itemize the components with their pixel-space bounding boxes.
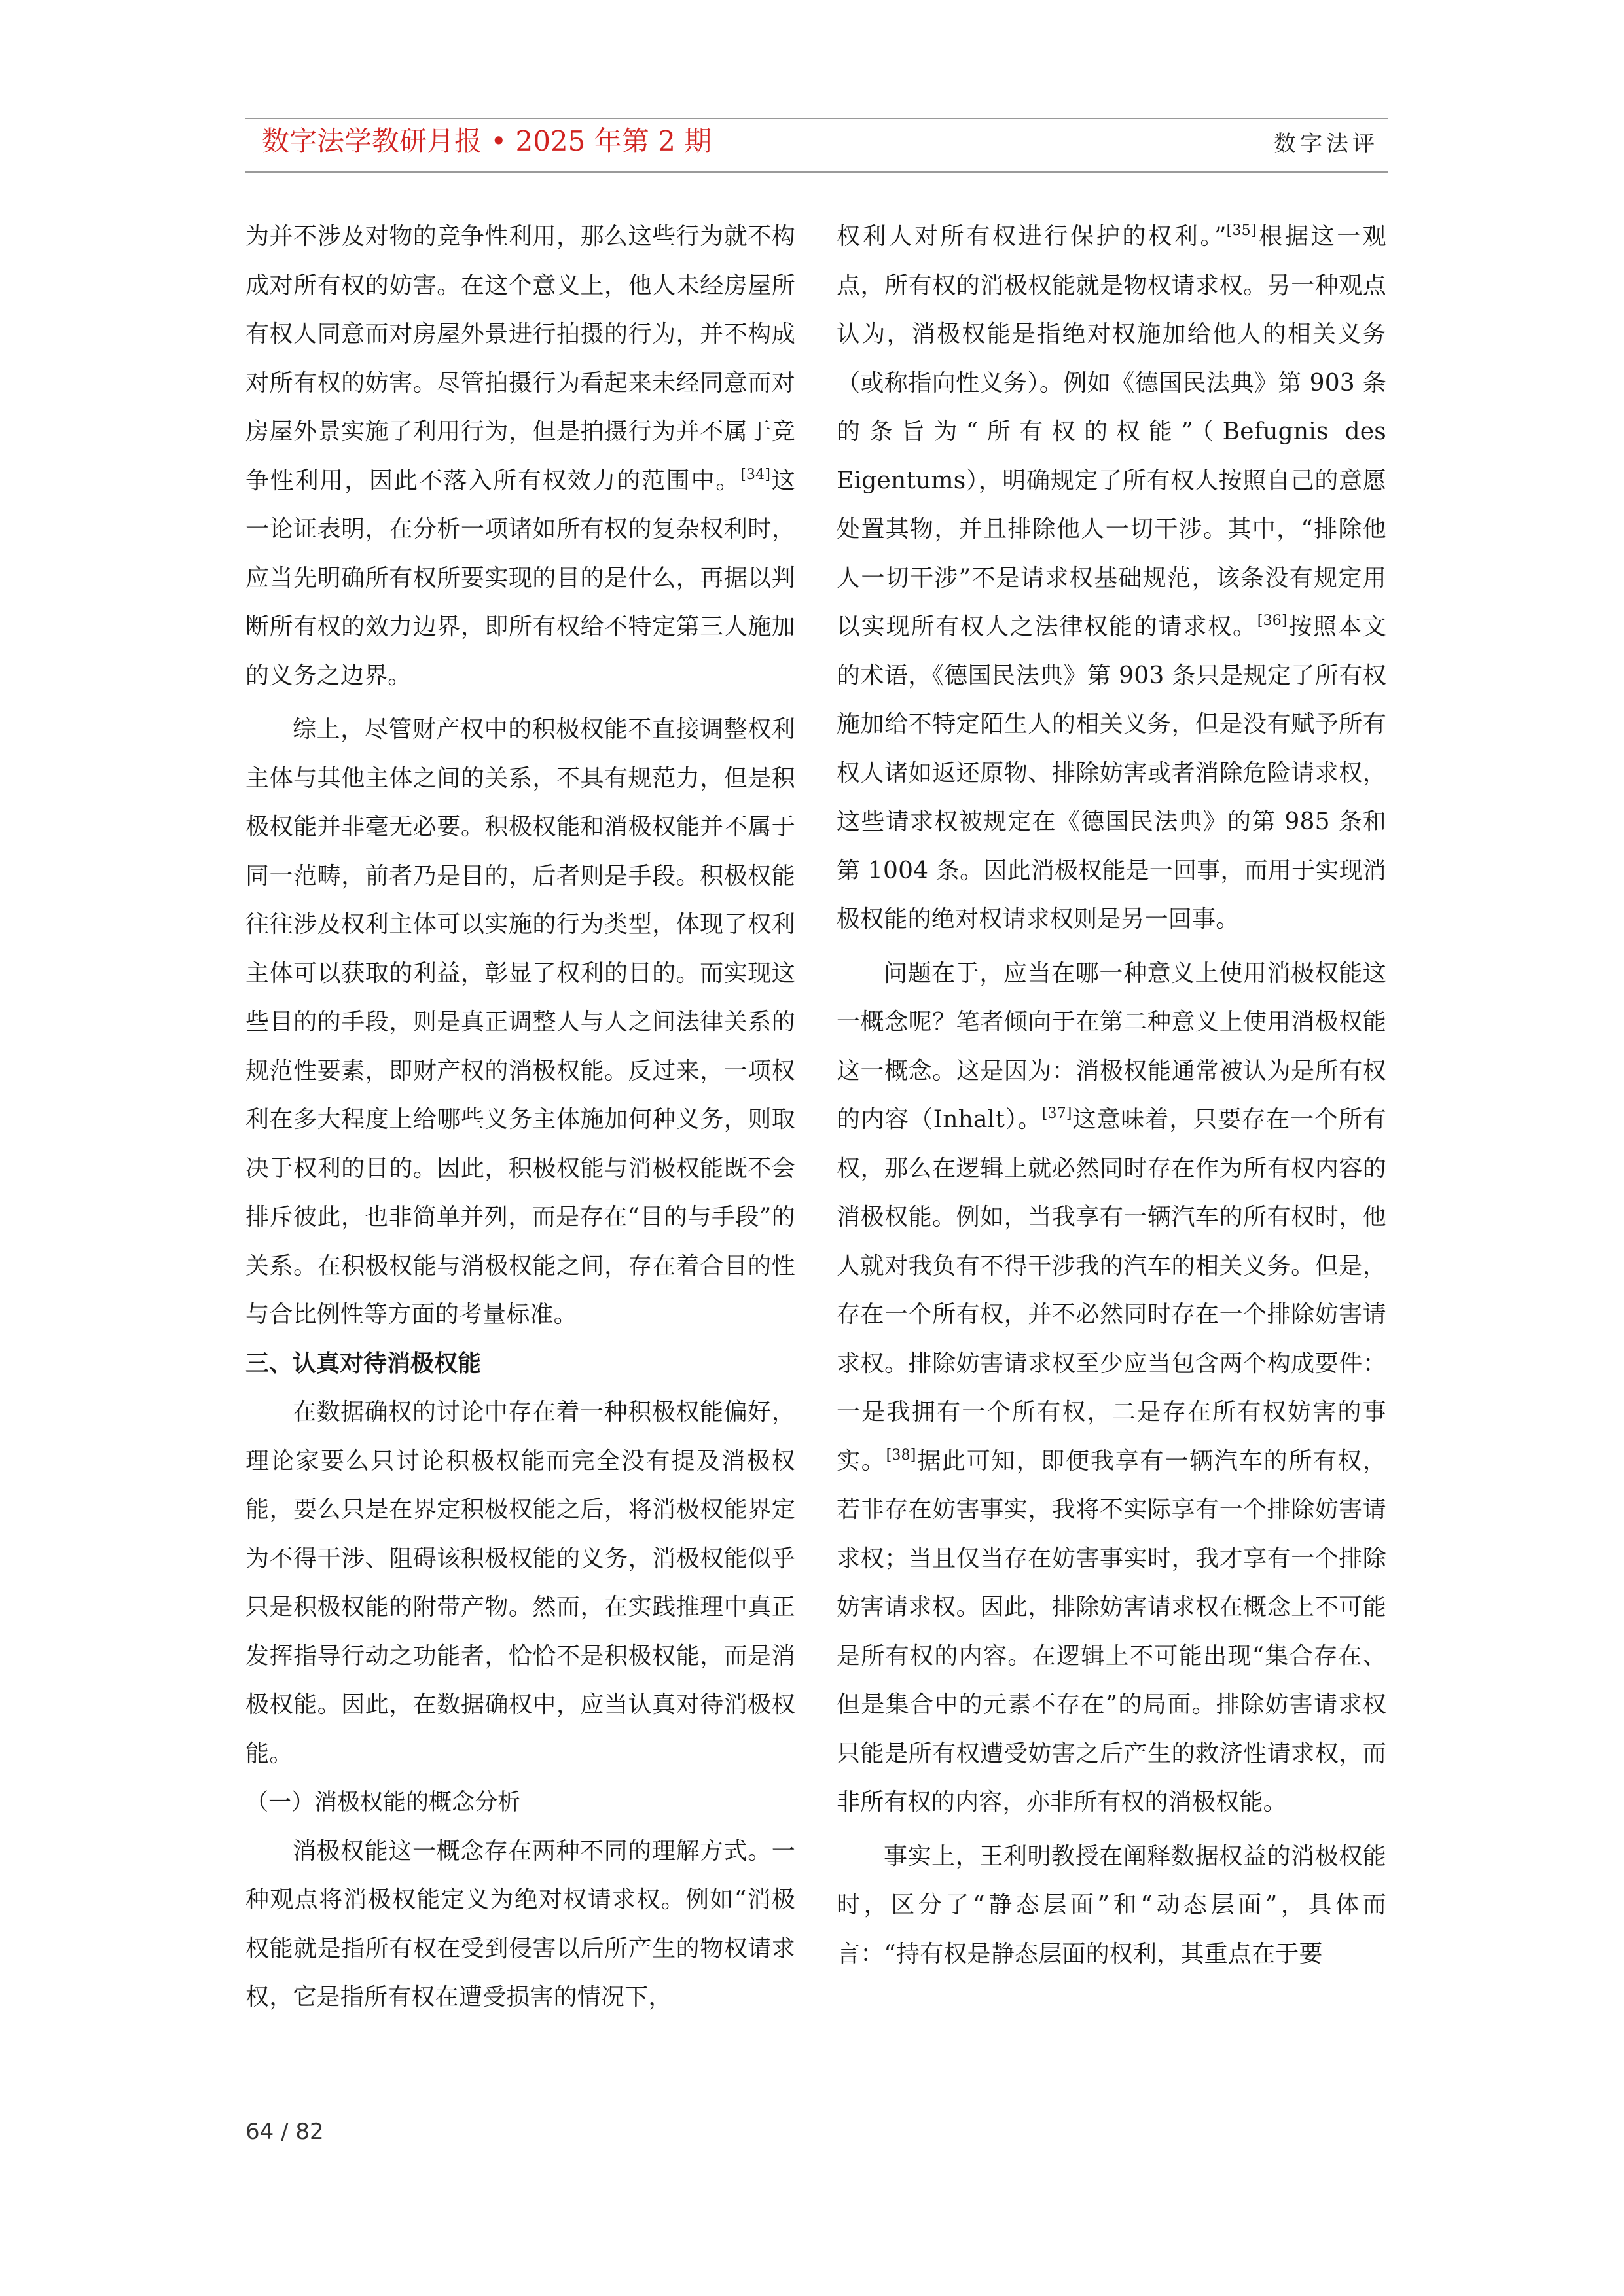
body-paragraph: 综上，尽管财产权中的积极权能不直接调整权利主体与其他主体之间的关系，不具有规范力，但是积极权能并非毫无必要。积极权能和消极权能并不属于同一范畴，前者乃是目的，后者则是手段。积极权能往往涉及权利主体可以实施的行为类型，体现了权利主体可以获取的利益，彰显了权利的目的。而实现这些目的的手段，则是真正调整人与人之间法律关系的规范性要素，即财产权的消极权能。反过来，一项权利在多大程度上给哪些义务主体施加何种义务，则取决于权利的目的。因此，积极权能与消极权能既不会排斥彼此，也非简单并列，而是存在“目的与手段”的关系。在积极权能与消极权能之间，存在着合目的性与合比例性等方面的考量标准。 bbox=[245, 716, 795, 1328]
journal-title: 数字法学教研月报 • 2025 年第 2 期 bbox=[262, 125, 712, 157]
body-paragraph: 为并不涉及对物的竞争性利用，那么这些行为就不构成对所有权的妨害。在这个意义上，他人未经房屋所有权人同意而对房屋外景进行拍摄的行为，并不构成对所有权的妨害。尽管拍摄行为看起来未经同意而对房屋外景实施了利用行为，但是拍摄行为并不属于竞争性利用，因此不落入所有权效力的范围中。[34]这一论证表明，在分析一项诸如所有权的复杂权利时，应当先明确所有权所要实现的目的是什么，再据以判断所有权的效力边界，即所有权给不特定第三人施加的义务之边界。 bbox=[245, 223, 795, 689]
header-bottom-rule bbox=[245, 171, 1388, 173]
section-heading: 三、认真对待消极权能 bbox=[245, 1350, 482, 1377]
footnote-ref[interactable]: [36] bbox=[1257, 613, 1288, 629]
footnote-ref[interactable]: [35] bbox=[1226, 223, 1257, 239]
body-paragraph: 消极权能这一概念存在两种不同的理解方式。一种观点将消极权能定义为绝对权请求权。例如“消极权能就是指所有权在受到侵害以后所产生的物权请求权，它是指所有权在遭受损害的情况下， bbox=[245, 1837, 795, 2011]
body-paragraph: 事实上，王利明教授在阐释数据权益的消极权能时，区分了“静态层面”和“动态层面”，具体而言：“持有权是静态层面的权利，其重点在于要 bbox=[837, 1842, 1386, 1967]
left-column bbox=[245, 213, 795, 2022]
section-name: 数字法评 bbox=[1274, 131, 1379, 157]
subsection-heading: （一）消极权能的概念分析 bbox=[245, 1789, 521, 1816]
footnote-ref[interactable]: [38] bbox=[886, 1446, 916, 1463]
body-paragraph: 问题在于，应当在哪一种意义上使用消极权能这一概念呢？笔者倾向于在第二种意义上使用消极权能这一概念。这是因为：消极权能通常被认为是所有权的内容（Inhalt）。[37]这意味着，只要存在一个所有权，那么在逻辑上就必然同时存在作为所有权内容的消极权能。例如，当我享有一辆汽车的所有权时，他人就对我负有不得干涉我的汽车的相关义务。但是，存在一个所有权，并不必然同时存在一个排除妨害请求权。排除妨害请求权至少应当包含两个构成要件：一是我拥有一个所有权，二是存在所有权妨害的事实。[38]据此可知，即便我享有一辆汽车的所有权，若非存在妨害事实，我将不实际享有一个排除妨害请求权；当且仅当存在妨害事实时，我才享有一个排除妨害请求权。因此，排除妨害请求权在概念上不可能是所有权的内容。在逻辑上不可能出现“集合存在、但是集合中的元素不存在”的局面。排除妨害请求权只能是所有权遭受妨害之后产生的救济性请求权，而非所有权的内容，亦非所有权的消极权能。 bbox=[837, 960, 1386, 1816]
footnote-ref[interactable]: [34] bbox=[740, 466, 771, 483]
body-paragraph: 权利人对所有权进行保护的权利。”[35]根据这一观点，所有权的消极权能就是物权请求权。另一种观点认为，消极权能是指绝对权施加给他人的相关义务（或称指向性义务）。例如《德国民法典》第 903 条的条旨为“所有权的权能”（Befugnis des Eigentums），明确规定了所有权人按照自己的意愿处置其物，并且排除他人一切干涉。其中，“排除他人一切干涉”不是请求权基础规范，该条没有规定用以实现所有权人之法律权能的请求权。[36]按照本文的术语，《德国民法典》第 903 条只是规定了所有权施加给不特定陌生人的相关义务，但是没有赋予所有权人诸如返还原物、排除妨害或者消除危险请求权，这些请求权被规定在《德国民法典》的第 985 条和第 1004 条。因此消极权能是一回事，而用于实现消极权能的绝对权请求权则是另一回事。 bbox=[837, 223, 1386, 933]
footnote-ref[interactable]: [37] bbox=[1041, 1105, 1072, 1122]
page-number: 64 / 82 bbox=[245, 2119, 324, 2145]
right-column bbox=[837, 213, 1386, 1979]
body-paragraph: 在数据确权的讨论中存在着一种积极权能偏好，理论家要么只讨论积极权能而完全没有提及消极权能，要么只是在界定积极权能之后，将消极权能界定为不得干涉、阻碍该积极权能的义务，消极权能似乎只是积极权能的附带产物。然而，在实践推理中真正发挥指导行动之功能者，恰恰不是积极权能，而是消极权能。因此，在数据确权中，应当认真对待消极权能。 bbox=[245, 1399, 795, 1767]
header-top-rule bbox=[245, 118, 1388, 119]
